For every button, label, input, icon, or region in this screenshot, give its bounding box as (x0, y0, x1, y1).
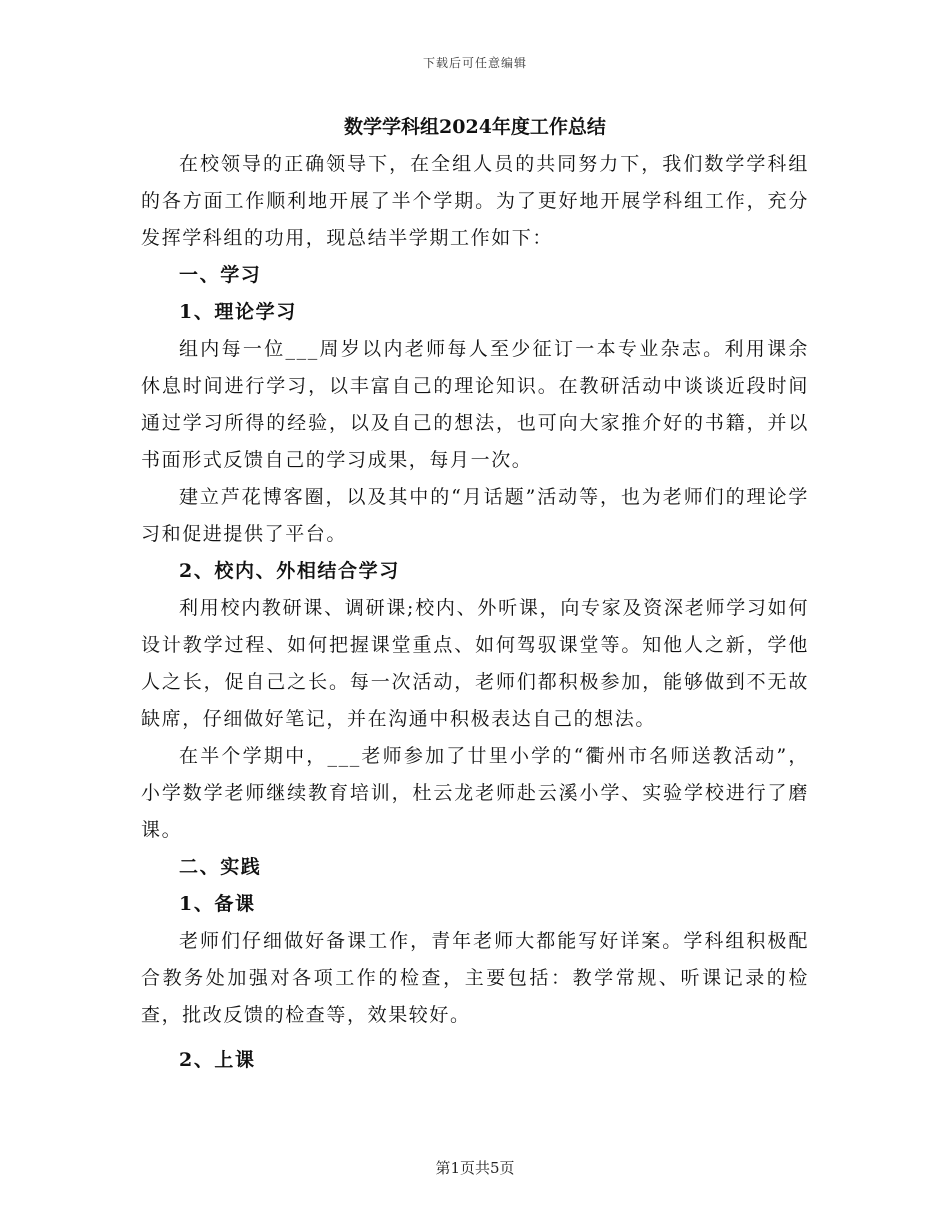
subheading-lesson-prep: 1、备课 (179, 893, 256, 915)
lesson-prep-paragraph: 老师们仔细做好备课工作，青年老师大都能写好详案。学科组积极配合教务处加强对各项工作的检查，主要包括：教学常规、听课记录的检查，批改反馈的检查等，效果较好。 (141, 930, 809, 1026)
theory-study-paragraph-1: 组内每一位___周岁以内老师每人至少征订一本专业杂志。利用课余休息时间进行学习，以丰富自己的理论知识。在教研活动中谈谈近段时间通过学习所得的经验，以及自己的想法，也可向大家推介好的书籍，并以书面形式反馈自己的学习成果，每月一次。 (141, 338, 809, 471)
page-number: 第1页共5页 (435, 1159, 515, 1177)
combined-study-paragraph-1: 利用校内教研课、调研课;校内、外听课，向专家及资深老师学习如何设计教学过程、如何把握课堂重点、如何驾驭课堂等。知他人之新，学他人之长，促自己之长。每一次活动，老师们都积极参加，能够做到不无故缺席，仔细做好笔记，并在沟通中积极表达自己的想法。 (141, 597, 809, 730)
subheading-combined-study: 2、校内、外相结合学习 (179, 560, 400, 582)
section-heading-practice: 二、实践 (179, 856, 262, 878)
subheading-teaching: 2、上课 (179, 1049, 256, 1071)
intro-paragraph: 在校领导的正确领导下，在全组人员的共同努力下，我们数学学科组的各方面工作顺利地开展了半个学期。为了更好地开展学科组工作，充分发挥学科组的功用，现总结半学期工作如下： (141, 153, 809, 249)
document-title: 数学学科组2024年度工作总结 (344, 116, 606, 138)
subheading-theory-study: 1、理论学习 (179, 301, 297, 323)
section-heading-study: 一、学习 (179, 264, 262, 286)
theory-study-paragraph-2: 建立芦花博客圈，以及其中的“月话题”活动等，也为老师们的理论学习和促进提供了平台。 (141, 486, 809, 545)
header-note: 下载后可任意编辑 (422, 56, 527, 70)
combined-study-paragraph-2: 在半个学期中，___老师参加了廿里小学的“衢州市名师送教活动”，小学数学老师继续教育培训，杜云龙老师赴云溪小学、实验学校进行了磨课。 (141, 745, 809, 841)
document-body (141, 112, 809, 1079)
spacer (141, 1034, 809, 1042)
